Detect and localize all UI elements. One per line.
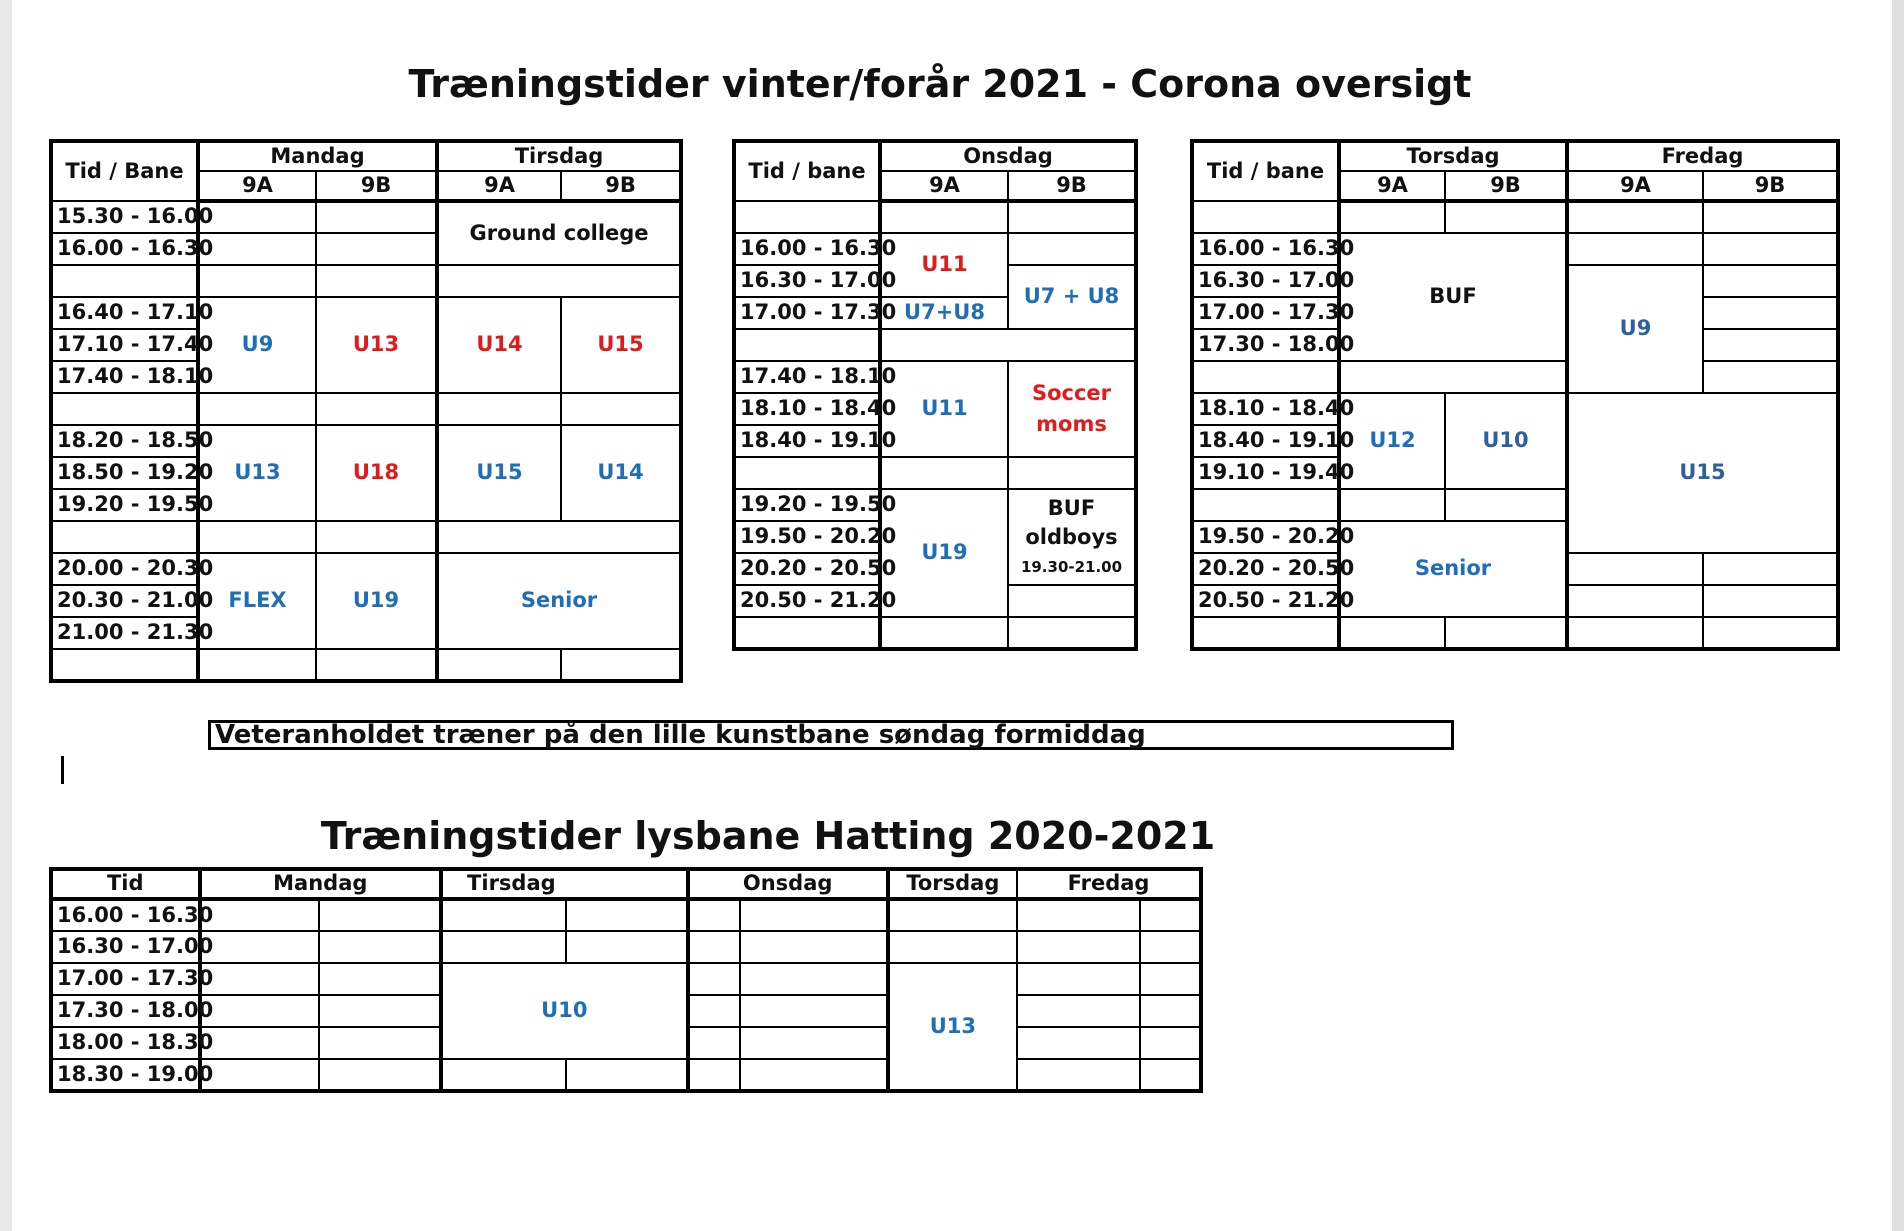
empty-cell (1140, 931, 1201, 963)
booking-u11: U11 (880, 361, 1008, 457)
empty-cell (888, 899, 1017, 931)
empty-cell (1017, 963, 1140, 995)
booking-flex: FLEX (198, 553, 316, 649)
booking-buf: BUF (1339, 233, 1567, 361)
booking-u13: U13 (198, 425, 316, 521)
lane-header-9b: 9B (561, 171, 681, 201)
empty-cell (880, 457, 1008, 489)
empty-cell (198, 521, 316, 553)
time-cell (51, 265, 198, 297)
booking-u13: U13 (888, 963, 1017, 1091)
time-cell: 20.50 - 21.20 (734, 585, 880, 617)
tid-bane-header: Tid / bane (1192, 141, 1339, 201)
time-cell (1192, 361, 1339, 393)
empty-cell (437, 265, 681, 297)
empty-cell (316, 265, 437, 297)
empty-cell (1445, 201, 1567, 233)
lane-header-9b: 9B (316, 171, 437, 201)
empty-cell (688, 1027, 741, 1059)
empty-cell (566, 899, 687, 931)
time-cell: 18.20 - 18.50 (51, 425, 198, 457)
time-cell: 16.30 - 17.00 (734, 265, 880, 297)
lane-header-9a: 9A (437, 171, 561, 201)
time-cell: 17.30 - 18.00 (51, 995, 200, 1027)
empty-cell (1140, 1027, 1201, 1059)
empty-cell (319, 899, 441, 931)
time-cell: 18.00 - 18.30 (51, 1027, 200, 1059)
time-cell: 16.40 - 17.10 (51, 297, 198, 329)
empty-cell (880, 201, 1008, 233)
day-header-mandag: Mandag (198, 141, 437, 171)
empty-cell (880, 617, 1008, 649)
empty-cell (1567, 201, 1703, 233)
empty-cell (1017, 995, 1140, 1027)
tid-bane-header: Tid / Bane (51, 141, 198, 201)
empty-cell (1339, 617, 1445, 649)
booking-u15: U15 (1567, 393, 1838, 553)
empty-cell (740, 1027, 888, 1059)
day-header-onsdag: Onsdag (880, 141, 1136, 171)
time-cell: 16.30 - 17.00 (1192, 265, 1339, 297)
empty-cell (319, 931, 441, 963)
empty-cell (880, 329, 1136, 361)
booking-u13: U13 (316, 297, 437, 393)
lane-header-9a: 9A (198, 171, 316, 201)
empty-cell (200, 1027, 319, 1059)
booking-u14: U14 (437, 297, 561, 393)
time-cell: 19.20 - 19.50 (734, 489, 880, 521)
booking-u19: U19 (880, 489, 1008, 617)
schedule-mon-tue-table (49, 139, 683, 683)
empty-cell (1703, 233, 1838, 265)
time-cell: 17.40 - 18.10 (51, 361, 198, 393)
empty-cell (200, 995, 319, 1027)
time-cell: 17.00 - 17.30 (1192, 297, 1339, 329)
lane-header-9b: 9B (1008, 171, 1136, 201)
empty-cell (1008, 617, 1136, 649)
empty-cell (740, 995, 888, 1027)
time-cell (1192, 201, 1339, 233)
booking-u10: U10 (1445, 393, 1567, 489)
empty-cell (888, 931, 1017, 963)
time-cell: 17.30 - 18.00 (1192, 329, 1339, 361)
buf-oldboys-line1: BUF (1047, 496, 1096, 521)
empty-cell (437, 393, 561, 425)
empty-cell (740, 931, 888, 963)
soccer-moms-line1: Soccer (1031, 380, 1112, 405)
empty-cell (198, 201, 316, 233)
empty-cell (1567, 553, 1703, 585)
time-cell: 20.20 - 20.50 (1192, 553, 1339, 585)
booking-u7-u8: U7 + U8 (1008, 265, 1136, 329)
schedule-thu-fri-table (1190, 139, 1840, 651)
booking-senior: Senior (1339, 521, 1567, 617)
empty-cell (1017, 1059, 1140, 1091)
empty-cell (1567, 233, 1703, 265)
empty-cell (319, 1027, 441, 1059)
empty-cell (561, 649, 681, 681)
empty-cell (1140, 899, 1201, 931)
empty-cell (441, 931, 566, 963)
document-page (12, 0, 1892, 1231)
time-cell (51, 521, 198, 553)
empty-cell (198, 265, 316, 297)
day-header-fredag: Fredag (1567, 141, 1838, 171)
empty-cell (1008, 233, 1136, 265)
time-cell: 16.00 - 16.30 (51, 899, 200, 931)
empty-cell (441, 1059, 566, 1091)
schedule-onsdag-table (732, 139, 1138, 651)
empty-cell (1008, 457, 1136, 489)
time-cell: 20.50 - 21.20 (1192, 585, 1339, 617)
empty-cell (437, 521, 681, 553)
booking-soccer-moms (1008, 361, 1136, 457)
day-header-torsdag: Torsdag (1339, 141, 1567, 171)
empty-cell (1017, 1027, 1140, 1059)
main-title-text: Træningstider vinter/forår 2021 - Corona oversigt (408, 62, 1472, 106)
time-cell: 20.30 - 21.00 (51, 585, 198, 617)
empty-cell (441, 899, 566, 931)
empty-cell (316, 649, 437, 681)
time-cell: 16.00 - 16.30 (51, 233, 198, 265)
time-cell: 19.10 - 19.40 (1192, 457, 1339, 489)
time-cell (734, 617, 880, 649)
booking-u11: U11 (880, 233, 1008, 297)
empty-cell (1140, 1059, 1201, 1091)
empty-cell (740, 899, 888, 931)
booking-u14: U14 (561, 425, 681, 521)
time-cell: 17.10 - 17.40 (51, 329, 198, 361)
time-cell: 18.40 - 19.10 (734, 425, 880, 457)
lane-header-9a: 9A (1339, 171, 1445, 201)
time-cell: 19.20 - 19.50 (51, 489, 198, 521)
empty-cell (1008, 201, 1136, 233)
time-cell: 16.00 - 16.30 (734, 233, 880, 265)
empty-cell (316, 521, 437, 553)
booking-buf-oldboys (1008, 489, 1136, 585)
empty-cell (1703, 553, 1838, 585)
empty-cell (1703, 297, 1838, 329)
tid-header: Tid (51, 869, 200, 899)
empty-cell (688, 899, 741, 931)
time-cell: 18.50 - 19.20 (51, 457, 198, 489)
time-cell (51, 393, 198, 425)
empty-cell (1339, 361, 1567, 393)
empty-cell (319, 995, 441, 1027)
tid-bane-header: Tid / bane (734, 141, 880, 201)
veteran-note: Veteranholdet træner på den lille kunstbane søndag formiddag (208, 720, 1454, 750)
time-cell: 20.20 - 20.50 (734, 553, 880, 585)
empty-cell (1703, 329, 1838, 361)
time-cell (734, 329, 880, 361)
lane-header-9b: 9B (1703, 171, 1838, 201)
empty-cell (561, 393, 681, 425)
empty-cell (688, 995, 741, 1027)
booking-u7-u8: U7+U8 (880, 297, 1008, 329)
empty-cell (198, 233, 316, 265)
booking-u9: U9 (198, 297, 316, 393)
time-cell: 19.50 - 20.20 (734, 521, 880, 553)
empty-cell (198, 393, 316, 425)
empty-cell (740, 1059, 888, 1091)
time-cell: 16.00 - 16.30 (1192, 233, 1339, 265)
buf-oldboys-line2: oldboys (1025, 524, 1118, 549)
empty-cell (1339, 489, 1445, 521)
booking-u18: U18 (316, 425, 437, 521)
empty-cell (1445, 617, 1567, 649)
empty-cell (1703, 585, 1838, 617)
empty-cell (319, 1059, 441, 1091)
empty-cell (1567, 585, 1703, 617)
booking-u12: U12 (1339, 393, 1445, 489)
empty-cell (1445, 489, 1567, 521)
empty-cell (1140, 995, 1201, 1027)
empty-cell (688, 1059, 741, 1091)
empty-cell (688, 931, 741, 963)
time-cell (734, 201, 880, 233)
empty-cell (1017, 931, 1140, 963)
time-cell (734, 457, 880, 489)
time-cell: 18.30 - 19.00 (51, 1059, 200, 1091)
booking-ground-college: Ground college (437, 201, 681, 265)
empty-cell (198, 649, 316, 681)
booking-u10: U10 (441, 963, 688, 1059)
empty-cell (437, 649, 561, 681)
empty-cell (316, 201, 437, 233)
buf-oldboys-time: 19.30-21.00 (1020, 558, 1123, 577)
empty-cell (1703, 361, 1838, 393)
empty-cell (1008, 585, 1136, 617)
empty-cell (1339, 201, 1445, 233)
time-cell: 18.10 - 18.40 (734, 393, 880, 425)
time-cell (51, 649, 198, 681)
empty-cell (200, 931, 319, 963)
time-cell: 16.30 - 17.00 (51, 931, 200, 963)
empty-cell (1567, 617, 1703, 649)
empty-cell (200, 1059, 319, 1091)
day-header-fredag: Fredag (1017, 869, 1201, 899)
time-cell: 17.00 - 17.30 (734, 297, 880, 329)
empty-cell (316, 233, 437, 265)
time-cell: 17.40 - 18.10 (734, 361, 880, 393)
text-cursor (61, 756, 64, 784)
day-header-onsdag: Onsdag (688, 869, 888, 899)
lysbane-table (49, 867, 1203, 1093)
lane-header-9a: 9A (880, 171, 1008, 201)
empty-cell (566, 1059, 687, 1091)
time-cell (1192, 489, 1339, 521)
booking-u9: U9 (1567, 265, 1703, 393)
empty-cell (566, 931, 687, 963)
booking-u19: U19 (316, 553, 437, 649)
time-cell: 18.10 - 18.40 (1192, 393, 1339, 425)
lane-header-9b: 9B (1445, 171, 1567, 201)
empty-cell (200, 963, 319, 995)
day-header-mandag: Mandag (200, 869, 442, 899)
booking-u15: U15 (561, 297, 681, 393)
main-title (0, 62, 1880, 106)
day-header-torsdag: Torsdag (888, 869, 1017, 899)
empty-cell (319, 963, 441, 995)
booking-senior: Senior (437, 553, 681, 649)
empty-cell (1703, 201, 1838, 233)
lysbane-title (196, 814, 1340, 858)
time-cell: 17.00 - 17.30 (51, 963, 200, 995)
empty-cell (1703, 617, 1838, 649)
empty-cell (1017, 899, 1140, 931)
empty-cell (688, 963, 741, 995)
time-cell: 20.00 - 20.30 (51, 553, 198, 585)
time-cell: 15.30 - 16.00 (51, 201, 198, 233)
day-header-tirsdag: Tirsdag (437, 141, 681, 171)
empty-cell (200, 899, 319, 931)
empty-cell (1703, 265, 1838, 297)
soccer-moms-line2: moms (1036, 412, 1107, 436)
empty-cell (740, 963, 888, 995)
empty-cell (1140, 963, 1201, 995)
time-cell: 21.00 - 21.30 (51, 617, 198, 649)
booking-u15: U15 (437, 425, 561, 521)
time-cell: 19.50 - 20.20 (1192, 521, 1339, 553)
lane-header-9a: 9A (1567, 171, 1703, 201)
lysbane-title-text: Træningstider lysbane Hatting 2020-2021 (320, 814, 1216, 858)
empty-cell (316, 393, 437, 425)
time-cell: 18.40 - 19.10 (1192, 425, 1339, 457)
day-header-tirsdag: Tirsdag (441, 869, 688, 899)
time-cell (1192, 617, 1339, 649)
page-edge (1892, 0, 1904, 1231)
